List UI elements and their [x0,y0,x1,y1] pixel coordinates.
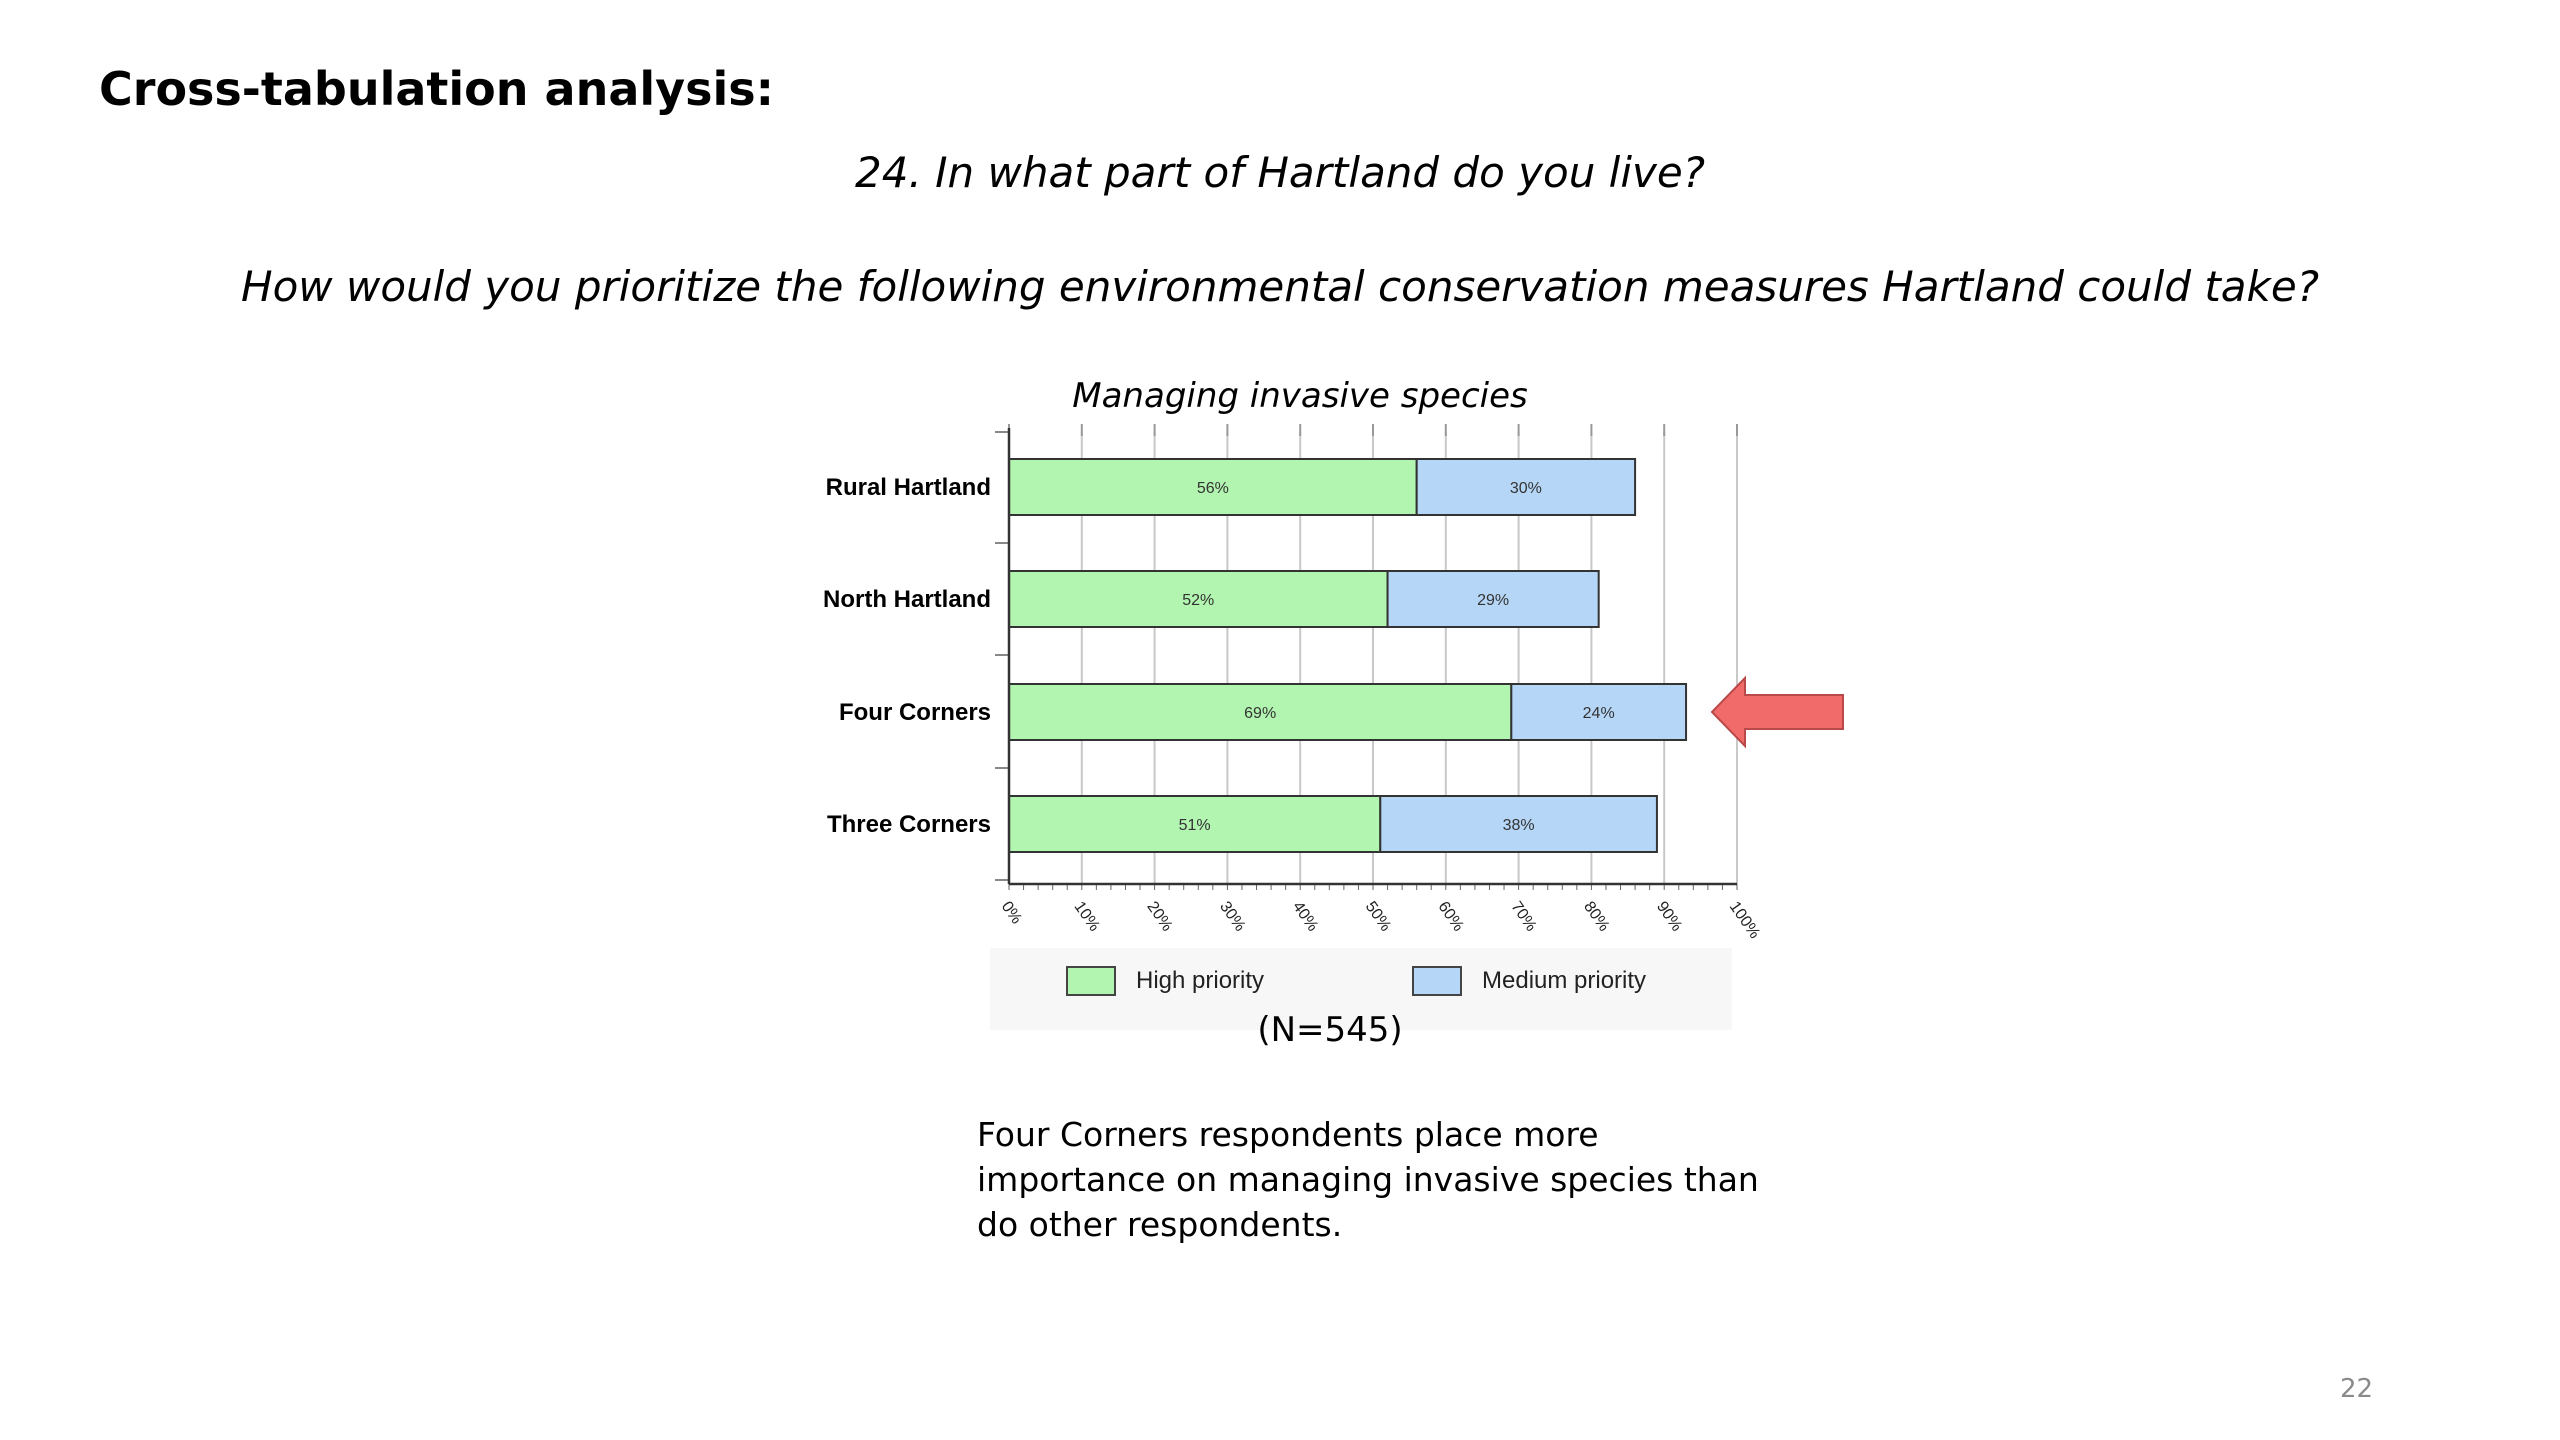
x-tick-label: 20% [1143,898,1176,935]
category-label: Rural Hartland [825,474,991,501]
legend-item-high [1066,964,1264,998]
x-tick-label: 80% [1580,898,1613,935]
x-tick-label: 10% [1070,898,1103,935]
data-label: 69% [1244,705,1277,722]
chart-title: Managing invasive species [1072,376,1528,416]
sample-size: (N=545) [1257,1010,1403,1050]
x-tick-label: 70% [1507,898,1540,935]
data-label: 24% [1582,705,1615,722]
question-prioritize: How would you prioritize the following environmental conservation measures Hartland could take? [240,262,2319,311]
category-label: Three Corners [826,811,991,838]
x-tick-label: 100% [1725,898,1764,942]
x-tick-label: 30% [1216,898,1249,935]
data-label: 56% [1196,480,1229,497]
category-label: Four Corners [838,699,991,726]
x-tick-label: 40% [1288,898,1322,935]
question-location: 24. In what part of Hartland do you live? [855,148,1705,197]
highlight-arrow-icon [1712,678,1843,746]
slide-title: Cross-tabulation analysis: [99,62,775,116]
x-tick-label: 60% [1434,898,1467,935]
data-label: 30% [1509,480,1542,497]
data-label: 38% [1502,817,1535,834]
x-tick-label: 90% [1652,898,1686,935]
category-label: North Hartland [823,586,991,613]
data-label: 52% [1182,592,1215,609]
data-label: 51% [1178,817,1211,834]
x-tick-label: 0% [997,898,1025,928]
page-number: 22 [2340,1374,2374,1404]
legend-label-high: High priority [1136,967,1265,994]
data-label: 29% [1477,592,1510,609]
legend-item-medium [1412,964,1646,998]
legend-label-medium: Medium priority [1482,967,1647,994]
legend-swatch-high [1066,966,1116,996]
legend-swatch-medium [1412,966,1462,996]
x-tick-label: 50% [1361,898,1395,935]
summary-text: Four Corners respondents place more importance on managing invasive species than do other respondents. [977,1115,1759,1244]
